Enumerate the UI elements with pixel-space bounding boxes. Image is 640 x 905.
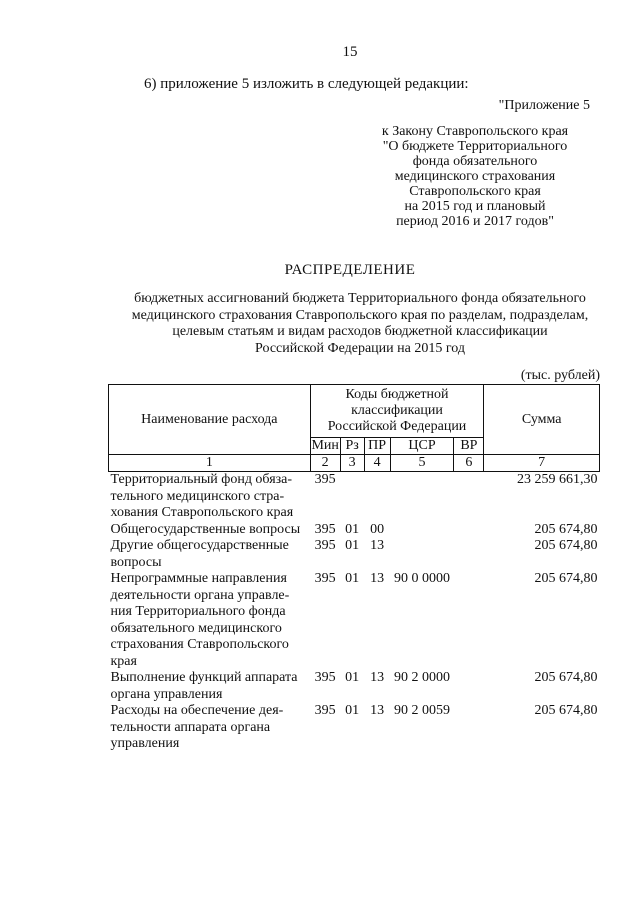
header-codes-line: Коды бюджетной [345,387,449,402]
code-pr: 13 [370,538,385,553]
column-number: 4 [364,455,390,472]
amount: 23 259 661,30 [517,472,598,487]
code-pr: 00 [370,521,385,537]
code-pr [364,472,390,522]
appendix-reference-line: "О бюджете Территориального [382,139,568,154]
header-csr: ЦСР [390,438,454,455]
table-row [109,670,600,703]
column-numbers-row [109,455,600,472]
code-vr [454,522,484,539]
document-subtitle [100,291,620,357]
expense-name-line: ния Территориального фонда [110,604,286,619]
code-min: 395 [314,538,336,553]
appendix-reference [360,124,590,229]
header-codes [310,385,484,438]
expense-name-line: Расходы на обеспечение дея- [110,703,284,718]
code-min: 395 [314,670,336,685]
code-min: 395 [314,703,336,718]
appendix-reference-line: Ставропольского края [409,184,541,199]
table-header [109,385,600,472]
table-row [109,571,600,670]
code-csr [390,538,454,571]
code-min: 395 [314,571,336,586]
code-vr [454,703,484,753]
code-pr: 13 [370,571,385,586]
code-rz: 01 [345,571,360,586]
header-codes-line: Российской Федерации [327,419,467,434]
expense-name-line: страхования Ставропольского [110,637,289,652]
appendix-title: "Приложение 5 [498,98,590,113]
expense-name-line: Территориальный фонд обяза- [110,472,293,487]
code-min: 395 [314,472,336,487]
column-number: 6 [454,455,484,472]
header-rz: Рз [340,438,364,455]
code-vr [454,670,484,703]
header-pr: ПР [364,438,390,455]
expense-name-line: тельности аппарата органа [110,719,271,735]
column-number: 1 [109,455,311,472]
expense-name-line: управления [110,736,180,751]
column-number: 5 [390,455,454,472]
document-title: РАСПРЕДЕЛЕНИЕ [284,262,416,278]
expense-name-line: Другие общегосударственные [110,538,289,553]
subtitle-line: медицинского страхования Ставропольского края по разделам, подразделам, [131,307,589,323]
expense-name [109,472,311,522]
expense-name [109,670,311,703]
amount: 205 674,80 [534,521,598,537]
amount: 205 674,80 [534,670,598,685]
code-rz: 01 [345,521,360,537]
header-name: Наименование расхода [109,385,311,455]
expense-name-line: края [110,653,137,669]
code-csr: 90 2 0000 [393,670,450,685]
expense-name-line: хования Ставропольского края [110,505,294,520]
appendix-reference-line: фонда обязательного [412,154,538,169]
subtitle-line: Российской Федерации на 2015 год [255,340,465,356]
column-number: 7 [484,455,600,472]
amount: 205 674,80 [534,571,598,586]
expense-name-line: Непрограммные направления [110,571,287,586]
column-number: 2 [310,455,340,472]
appendix-header [300,98,590,229]
units-label: (тыс. рублей) [520,368,600,383]
header-codes-line: классификации [351,403,443,418]
code-rz [340,472,364,522]
expense-name-line: органа управления [110,686,223,702]
table-row [109,472,600,522]
code-csr: 90 2 0059 [393,703,450,718]
code-rz: 01 [345,670,360,685]
subtitle-line: целевым статьям и видам расходов бюджетной классификации [172,324,548,339]
subtitle-line: бюджетных ассигнований бюджета Территориального фонда обязательного [134,291,586,306]
header-sum: Сумма [484,385,600,455]
code-pr: 13 [370,670,385,685]
code-vr [454,538,484,571]
code-csr [390,472,454,522]
expense-name [109,571,311,670]
header-min: Мин [311,438,339,453]
expense-name-line: деятельности органа управле- [110,587,290,603]
expense-name-line: Выполнение функций аппарата [110,670,298,685]
code-rz: 01 [345,703,360,718]
table-row [109,703,600,753]
budget-table [108,384,600,753]
code-pr: 13 [370,703,385,718]
header-vr: ВР [454,438,484,455]
expense-name-line: Общегосударственные вопросы [110,521,301,537]
amount: 205 674,80 [534,703,598,718]
code-csr: 90 0 0000 [393,571,450,586]
amount: 205 674,80 [534,538,598,553]
page-number: 15 [342,44,358,60]
code-vr [454,571,484,670]
table-body [109,472,600,753]
code-csr [390,522,454,539]
expense-name-line: тельного медицинского стра- [110,488,285,504]
expense-name [109,538,311,571]
expense-name-line: обязательного медицинского [110,620,282,636]
appendix-reference-line: к Закону Ставропольского края [381,124,569,139]
appendix-reference-line: медицинского страхования [394,169,556,184]
appendix-reference-line: на 2015 год и плановый [404,199,546,214]
expense-name-line: вопросы [110,554,162,570]
expense-name [109,522,311,539]
code-vr [454,472,484,522]
code-min: 395 [314,521,336,537]
column-number: 3 [340,455,364,472]
code-rz: 01 [345,538,360,553]
intro-line: 6) приложение 5 изложить в следующей редакции: [144,76,469,92]
appendix-reference-line: период 2016 и 2017 годов" [396,214,554,229]
expense-name [109,703,311,753]
table-row [109,522,600,539]
table-row [109,538,600,571]
